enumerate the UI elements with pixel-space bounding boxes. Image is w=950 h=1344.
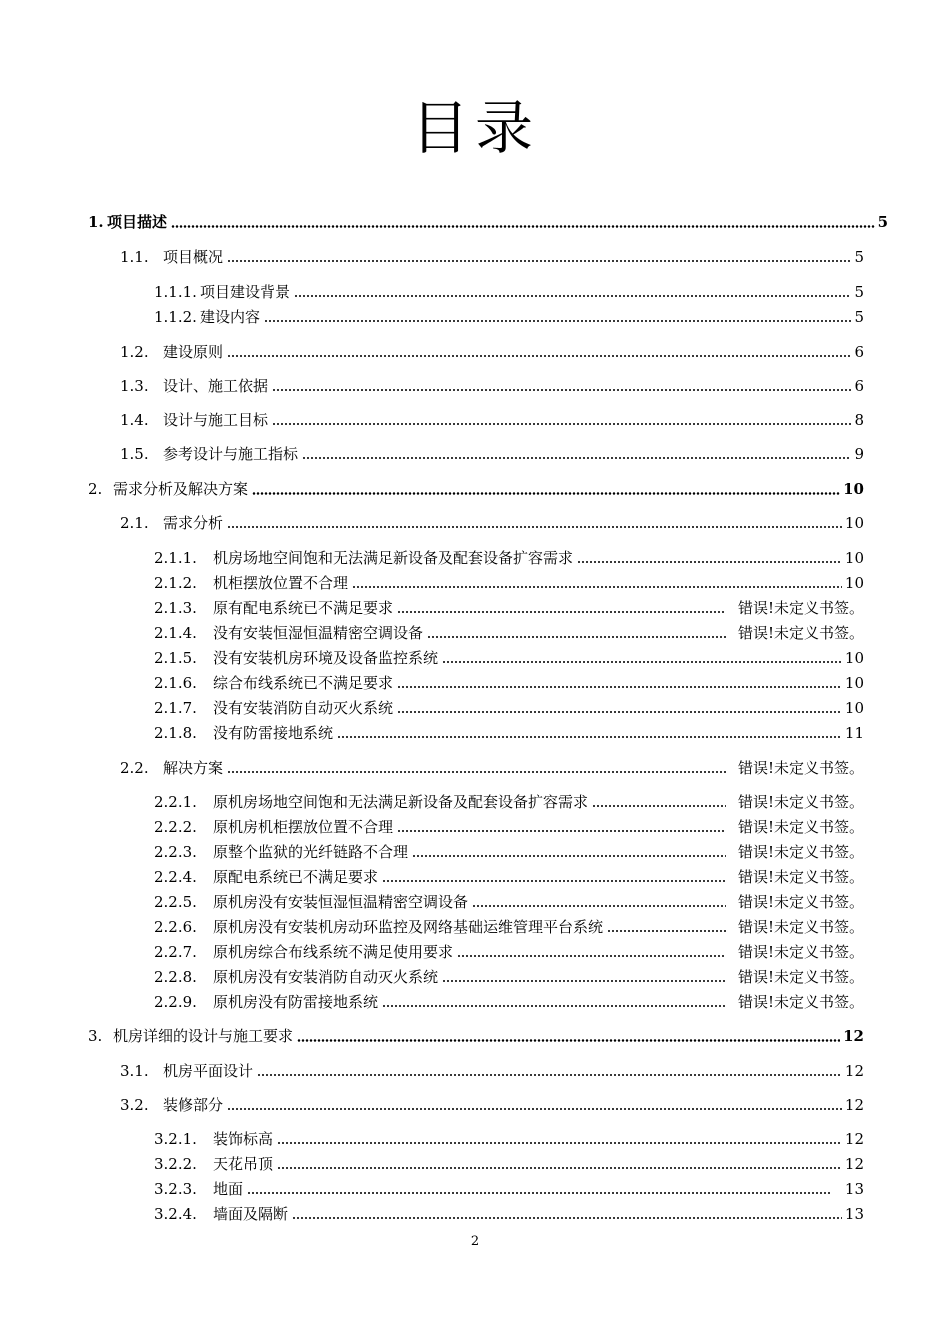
toc-entry[interactable] [154, 965, 864, 987]
toc-label: 需求分析 [163, 514, 224, 532]
toc-page: 12 [844, 1130, 864, 1148]
dot-leader [577, 561, 842, 563]
dot-leader [397, 611, 726, 613]
toc-entry[interactable] [154, 305, 864, 327]
toc-label: 装修部分 [163, 1096, 224, 1114]
toc-entry[interactable] [154, 596, 864, 618]
toc-page: 6 [854, 377, 864, 395]
dot-leader [412, 855, 726, 857]
toc-label: 原机房没有安装消防自动灭火系统 [213, 968, 439, 986]
dot-leader [457, 955, 726, 957]
dot-leader [472, 905, 726, 907]
toc-page: 错误!未定义书签。 [737, 759, 864, 777]
toc-label: 原机房机柜摆放位置不合理 [213, 818, 394, 836]
toc-entry[interactable] [154, 671, 864, 693]
toc-entry[interactable] [154, 280, 864, 302]
toc-page: 12 [844, 1096, 864, 1114]
toc-entry[interactable] [154, 865, 864, 887]
toc-page: 错误!未定义书签。 [737, 868, 864, 886]
toc-number: 2.2.7. [154, 943, 197, 961]
toc-entry[interactable] [88, 210, 888, 232]
dot-leader [272, 423, 851, 425]
dot-leader [257, 1074, 842, 1076]
toc-entry[interactable] [120, 408, 864, 430]
toc-entry[interactable] [154, 546, 864, 568]
toc-label: 机房场地空间饱和无法满足新设备及配套设备扩容需求 [213, 549, 574, 567]
toc-number: 2.2. [120, 759, 149, 777]
toc-page: 8 [854, 411, 864, 429]
toc-label: 天花吊顶 [213, 1155, 274, 1173]
toc-entry[interactable] [154, 940, 864, 962]
toc-number: 1.4. [120, 411, 149, 429]
toc-number: 2.1.8. [154, 724, 197, 742]
page-number: 2 [470, 1234, 480, 1249]
toc-number: 1.3. [120, 377, 149, 395]
toc-entry[interactable] [154, 571, 864, 593]
toc-number: 2.1.2. [154, 574, 197, 592]
toc-number: 3.1. [120, 1062, 149, 1080]
toc-label: 没有安装消防自动灭火系统 [213, 699, 394, 717]
dot-leader [592, 805, 726, 807]
toc-number: 2.1.3. [154, 599, 197, 617]
toc-page: 10 [844, 574, 864, 592]
toc-page: 错误!未定义书签。 [737, 893, 864, 911]
toc-label: 原机房没有安装恒湿恒温精密空调设备 [213, 893, 469, 911]
dot-leader [227, 1108, 842, 1110]
toc-number: 3.2.4. [154, 1205, 197, 1223]
toc-entry[interactable] [154, 790, 864, 812]
toc-entry[interactable] [120, 1059, 864, 1081]
toc-entry[interactable] [154, 1127, 864, 1149]
toc-page: 错误!未定义书签。 [737, 624, 864, 642]
toc-entry[interactable] [120, 442, 864, 464]
toc-page: 11 [844, 724, 864, 742]
toc-number: 2.2.1. [154, 793, 197, 811]
toc-label: 原机房场地空间饱和无法满足新设备及配套设备扩容需求 [213, 793, 589, 811]
toc-page: 错误!未定义书签。 [737, 943, 864, 961]
dot-leader [227, 526, 842, 528]
toc-label: 原机房没有安装机房动环监控及网络基础运维管理平台系统 [213, 918, 604, 936]
toc-number: 2.2.2. [154, 818, 197, 836]
toc-page: 5 [854, 308, 864, 326]
toc-page: 10 [844, 549, 864, 567]
toc-entry[interactable] [120, 245, 864, 267]
toc-page: 错误!未定义书签。 [737, 968, 864, 986]
toc-entry[interactable] [88, 1024, 864, 1046]
toc-number: 1.2. [120, 343, 149, 361]
toc-page: 10 [844, 699, 864, 717]
toc-label: 机房详细的设计与施工要求 [113, 1027, 294, 1045]
toc-label: 需求分析及解决方案 [113, 480, 249, 498]
toc-label: 机房平面设计 [163, 1062, 254, 1080]
toc-page: 错误!未定义书签。 [737, 918, 864, 936]
toc-page: 12 [844, 1155, 864, 1173]
dot-leader [277, 1142, 842, 1144]
toc-label: 解决方案 [163, 759, 224, 777]
toc-entry[interactable] [154, 840, 864, 862]
dot-leader [277, 1167, 842, 1169]
toc-number: 1.1. [120, 248, 149, 266]
dot-leader [397, 686, 842, 688]
toc-entry[interactable] [154, 990, 864, 1012]
toc-entry[interactable] [154, 1152, 864, 1174]
dot-leader [252, 492, 840, 495]
toc-entry[interactable] [154, 915, 864, 937]
dot-leader [292, 1217, 842, 1219]
dot-leader [264, 320, 851, 322]
dot-leader [382, 880, 726, 882]
toc-number: 2.2.4. [154, 868, 197, 886]
toc-page: 12 [843, 1027, 864, 1045]
toc-label: 设计、施工依据 [163, 377, 269, 395]
dot-leader [352, 586, 842, 588]
toc-entry[interactable] [154, 621, 864, 643]
toc-entry[interactable] [120, 1093, 864, 1115]
toc-page: 10 [843, 480, 864, 498]
toc-page: 错误!未定义书签。 [737, 818, 864, 836]
toc-label: 建设内容 [200, 308, 261, 326]
toc-number: 3. [88, 1027, 103, 1045]
toc-number: 2. [88, 480, 103, 498]
toc-number: 3.2. [120, 1096, 149, 1114]
toc-number: 2.2.6. [154, 918, 197, 936]
dot-leader [607, 930, 726, 932]
toc-page: 5 [854, 248, 864, 266]
toc-number: 1. [88, 213, 104, 231]
toc-label: 地面 [213, 1180, 244, 1198]
toc-label: 项目概况 [163, 248, 224, 266]
toc-number: 1.5. [120, 445, 149, 463]
toc-label: 没有安装机房环境及设备监控系统 [213, 649, 439, 667]
toc-number: 2.2.3. [154, 843, 197, 861]
toc-label: 综合布线系统已不满足要求 [213, 674, 394, 692]
toc-label: 项目建设背景 [200, 283, 291, 301]
toc-page: 13 [844, 1180, 864, 1198]
toc-label: 参考设计与施工指标 [163, 445, 299, 463]
toc-label: 原有配电系统已不满足要求 [213, 599, 394, 617]
toc-number: 3.2.2. [154, 1155, 197, 1173]
dot-leader [442, 980, 726, 982]
toc-entry[interactable] [120, 756, 864, 778]
toc-page: 9 [854, 445, 864, 463]
toc-page: 10 [844, 674, 864, 692]
toc-page: 5 [877, 213, 888, 231]
dot-leader [227, 355, 851, 357]
toc-number: 2.1.5. [154, 649, 197, 667]
toc-number: 2.2.8. [154, 968, 197, 986]
toc-label: 机柜摆放位置不合理 [213, 574, 349, 592]
toc-page: 10 [844, 514, 864, 532]
toc-label: 墙面及隔断 [213, 1205, 289, 1223]
toc-entry[interactable] [120, 374, 864, 396]
toc-entry[interactable] [154, 1177, 864, 1199]
toc-label: 原机房没有防雷接地系统 [213, 993, 379, 1011]
toc-page: 5 [854, 283, 864, 301]
toc-label: 原机房综合布线系统不满足使用要求 [213, 943, 454, 961]
toc-number: 2.2.9. [154, 993, 197, 1011]
dot-leader [297, 1039, 840, 1042]
toc-entry[interactable] [120, 340, 864, 362]
toc-page: 错误!未定义书签。 [737, 599, 864, 617]
dot-leader [227, 260, 851, 262]
dot-leader [382, 1005, 726, 1007]
toc-number: 2.2.5. [154, 893, 197, 911]
toc-label: 原整个监狱的光纤链路不合理 [213, 843, 409, 861]
dot-leader [171, 225, 875, 228]
toc-number: 1.1.2. [154, 308, 197, 326]
toc-label: 没有安装恒湿恒温精密空调设备 [213, 624, 424, 642]
dot-leader [247, 1192, 831, 1194]
toc-entry[interactable] [154, 1202, 864, 1224]
dot-leader [302, 457, 851, 459]
toc-number: 1.1.1. [154, 283, 197, 301]
toc-page: 错误!未定义书签。 [737, 993, 864, 1011]
toc-page: 错误!未定义书签。 [737, 843, 864, 861]
toc-page: 10 [844, 649, 864, 667]
toc-page: 错误!未定义书签。 [737, 793, 864, 811]
toc-entry[interactable] [154, 646, 864, 668]
toc-label: 项目描述 [107, 213, 168, 231]
toc-label: 没有防雷接地系统 [213, 724, 334, 742]
page-title: 目录 [410, 94, 539, 162]
dot-leader [294, 295, 851, 297]
dot-leader [442, 661, 842, 663]
toc-entry[interactable] [120, 511, 864, 533]
dot-leader [272, 389, 851, 391]
toc-number: 2.1.6. [154, 674, 197, 692]
toc-number: 2.1.7. [154, 699, 197, 717]
toc-label: 装饰标高 [213, 1130, 274, 1148]
dot-leader [227, 771, 726, 773]
toc-entry[interactable] [154, 721, 864, 743]
dot-leader [337, 736, 842, 738]
toc-page: 12 [844, 1062, 864, 1080]
toc-number: 2.1.1. [154, 549, 197, 567]
toc-page: 13 [844, 1205, 864, 1223]
toc-entry[interactable] [154, 815, 864, 837]
toc-number: 3.2.3. [154, 1180, 197, 1198]
toc-label: 设计与施工目标 [163, 411, 269, 429]
dot-leader [397, 711, 842, 713]
toc-label: 建设原则 [163, 343, 224, 361]
toc-entry[interactable] [88, 477, 864, 499]
toc-number: 2.1.4. [154, 624, 197, 642]
toc-entry[interactable] [154, 696, 864, 718]
toc-page: 6 [854, 343, 864, 361]
toc-number: 3.2.1. [154, 1130, 197, 1148]
toc-label: 原配电系统已不满足要求 [213, 868, 379, 886]
dot-leader [397, 830, 726, 832]
toc-number: 2.1. [120, 514, 149, 532]
dot-leader [427, 636, 726, 638]
toc-entry[interactable] [154, 890, 864, 912]
